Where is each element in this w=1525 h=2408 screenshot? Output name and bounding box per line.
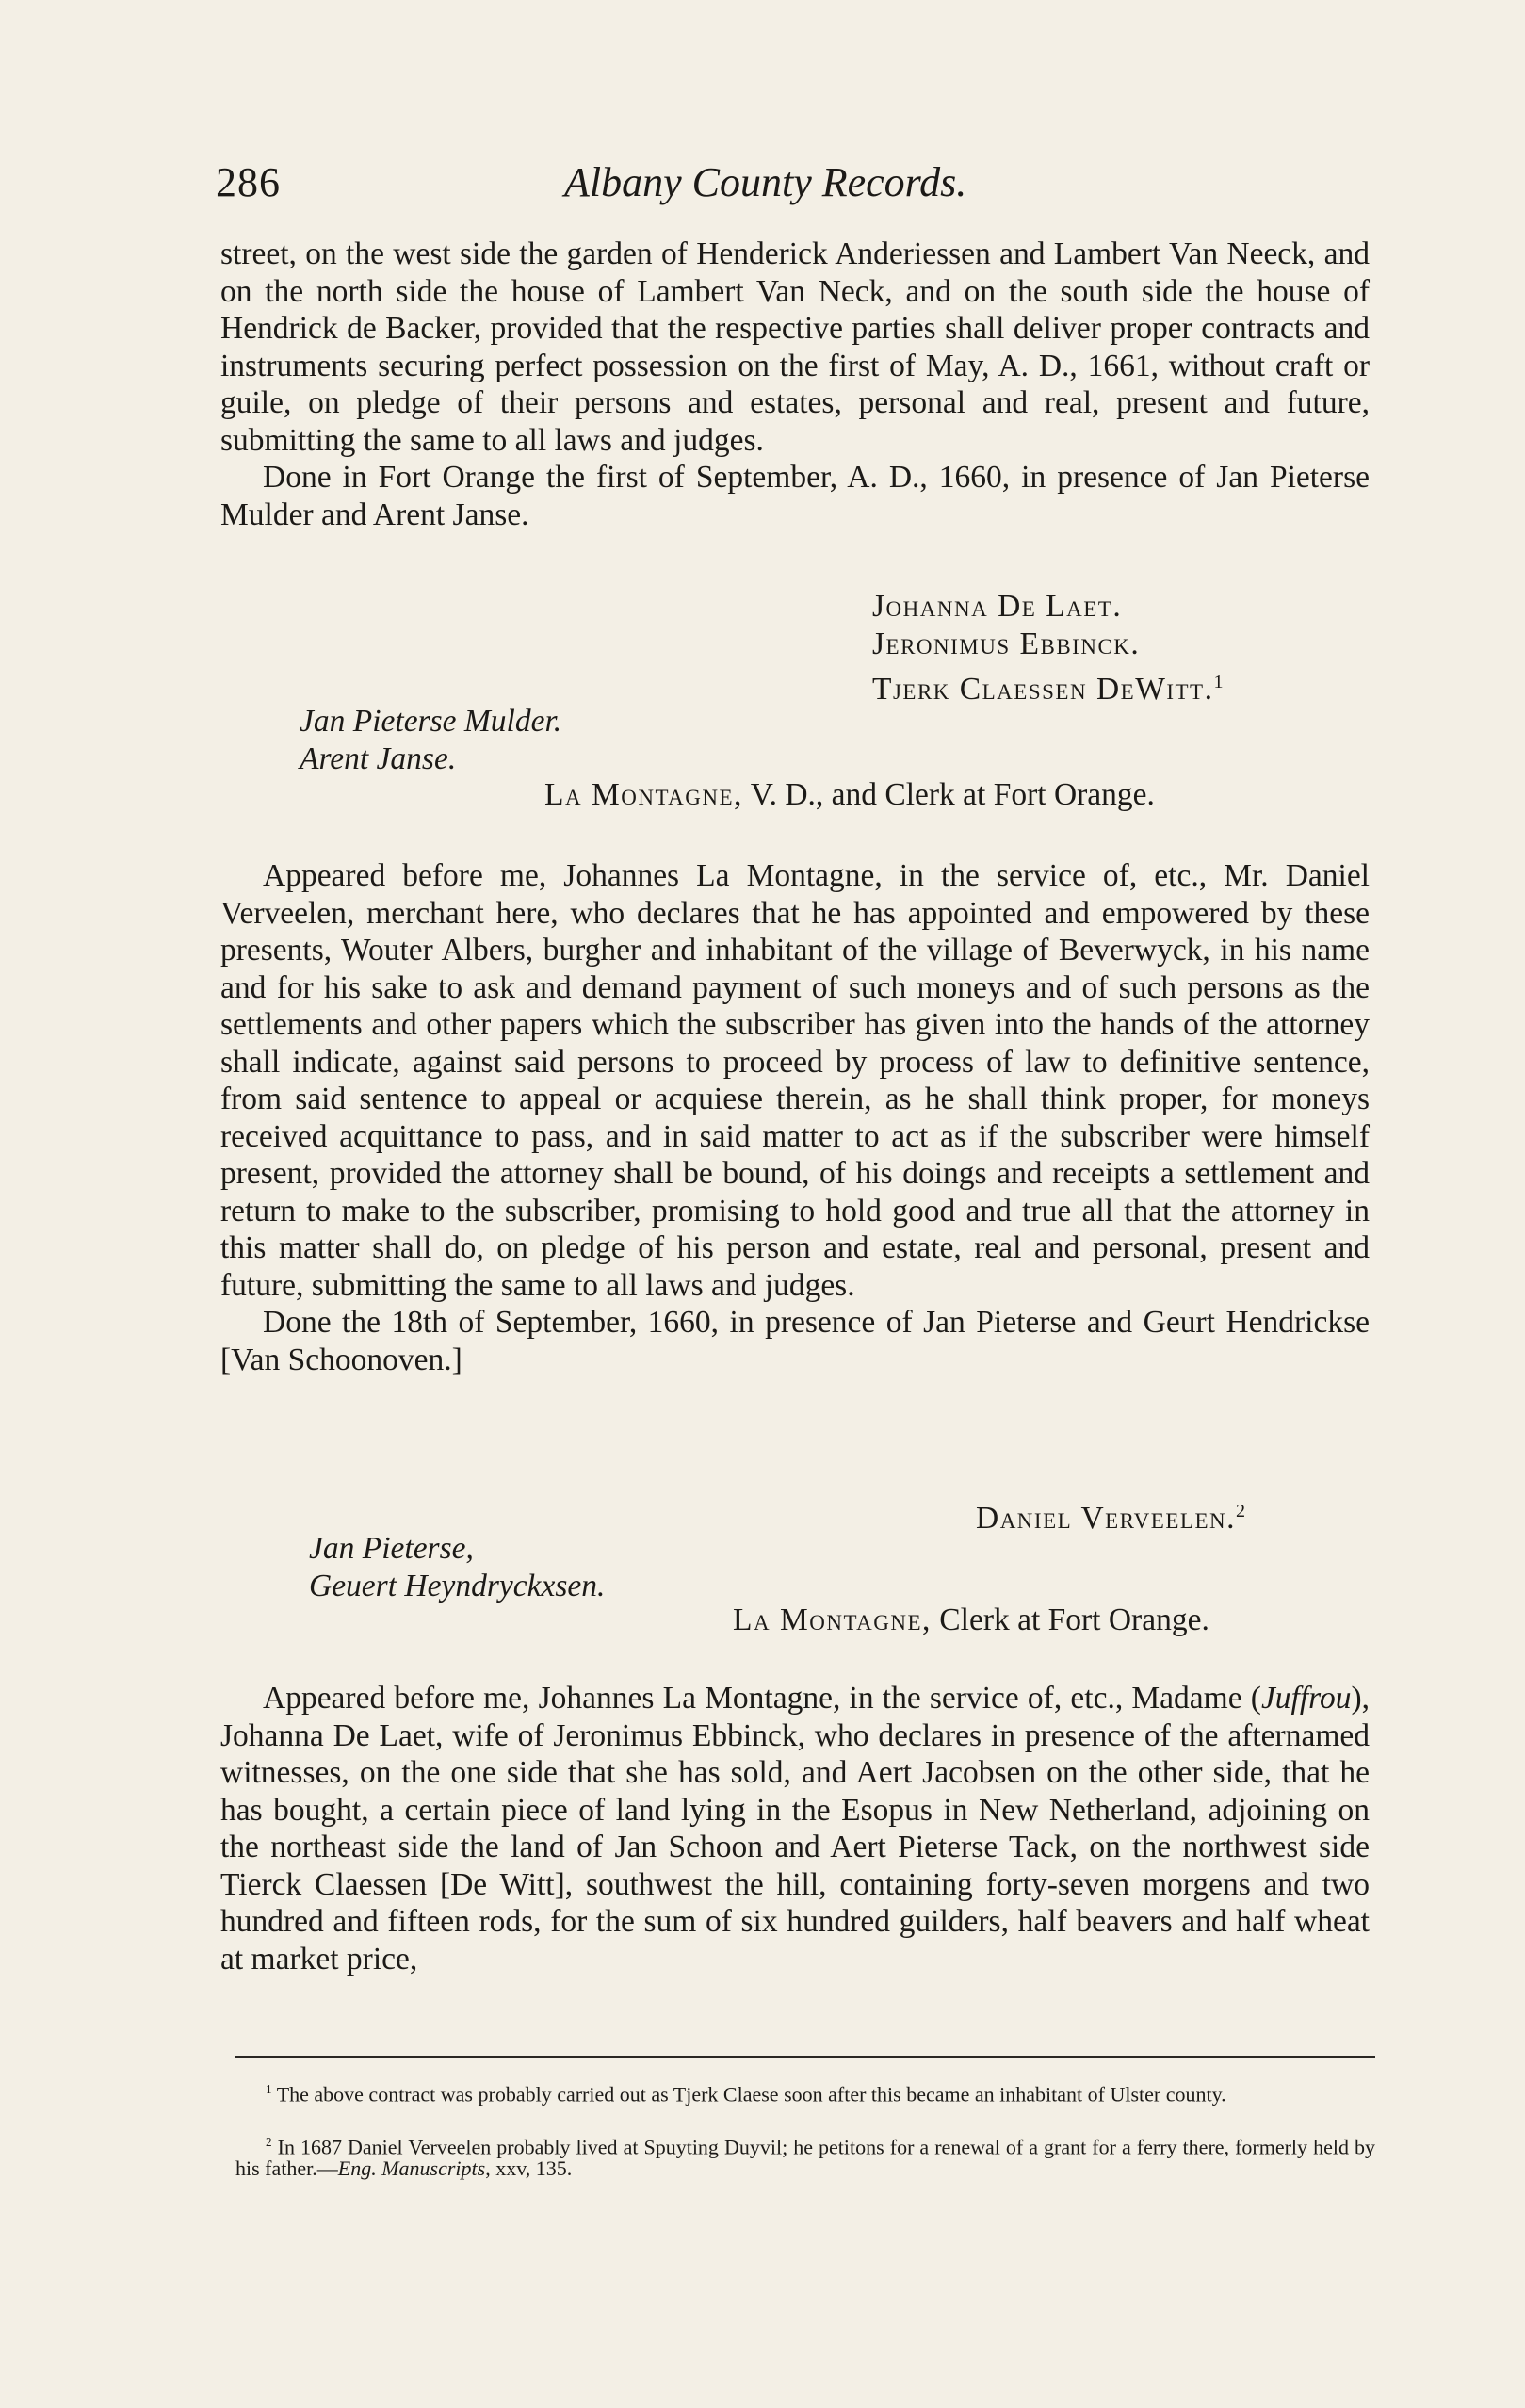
- attorney-paragraph: Appeared before me, Johannes La Montagne, in the service of, etc., Mr. Daniel Verveelen, merchant here, who declares that he has appointed and empowered by these presents, Wouter Albers, burgher and inhabitant of the village of Beverwyck, in his name and for his sake to ask and demand payment of such moneys and of such persons as the settlements and other papers which the subscriber has given into the hands of the attorney shall indicate, against said persons to proceed by process of law to definitive sentence, from said sentence to appeal or acquiese therein, as he shall think proper, for moneys received acquittance to pass, and in said matter to act as if the subscriber were himself present, provided the attorney shall be bound, of his doings and receipts a settlement and return to make to the subscriber, promising to hold good and true all that the attorney in this matter shall do, on pledge of his person and estate, real and personal, present and future, submitting the same to all laws and judges.: [220, 858, 1370, 1303]
- witness-geuert-heyndryckxsen: Geuert Heyndryckxsen.: [309, 1569, 606, 1603]
- land-sale-text-1: Appeared before me, Johannes La Montagne, in the service of, etc., Madame (: [263, 1681, 1261, 1716]
- land-sale-text-2: ), Johanna De Laet, wife of Jeronimus Ebbinck, who declares in presence of the afternamed witnesses, on the one side that she has sold, and Aert Jacobsen on the other side, that he has bought, a certain piece of land lying in the Esopus in New Netherland, adjoining on the northeast side the land of Jan Schoon and Aert Pieterse Tack, on the northwest side Tierck Claessen [De Witt], southwest the hill, containing forty-seven morgens and two hundred and fifteen rods, for the sum of six hundred guilders, half beavers and half wheat at market price,: [220, 1681, 1370, 1977]
- clerk-signature-1: [544, 776, 1155, 814]
- running-title: Albany County Records.: [564, 159, 967, 205]
- footnote-divider: [235, 2056, 1375, 2058]
- land-sale-paragraph: [220, 1680, 1370, 1977]
- witness-jan-pieterse: Jan Pieterse,: [309, 1531, 474, 1566]
- footnote-2-end: , xxv, 135.: [485, 2156, 573, 2181]
- deed-paragraph: street, on the west side the garden of Henderick Anderiessen and Lambert Van Neeck, and on the north side the house of Lambert Van Neck, and on the south side the house of Hendrick de Backer, provided that the respective parties shall deliver proper contracts and instruments securing perfect possession on the first of May, A. D., 1661, without craft or guile, on pledge of their persons and estates, personal and real, present and future, submitting the same to all laws and judges.: [220, 236, 1370, 458]
- clerk-title: V. D., and Clerk at Fort Orange.: [742, 777, 1155, 812]
- signature-jeronimus-ebbinck: Jeronimus Ebbinck.: [872, 626, 1141, 661]
- footnote-2-italic: Eng. Manuscripts: [337, 2156, 486, 2181]
- signature-johanna-de-laet: Johanna De Laet.: [872, 589, 1123, 624]
- witness-arent-janse: Arent Janse.: [300, 741, 457, 776]
- deed-done-paragraph: Done in Fort Orange the first of September, A. D., 1660, in presence of Jan Pieterse Mulder and Arent Janse.: [220, 460, 1370, 532]
- signature-daniel-verveelen-name: Daniel Verveelen.: [976, 1501, 1236, 1537]
- witness-jan-pieterse-mulder: Jan Pieterse Mulder.: [300, 704, 562, 739]
- clerk-signature-2: [733, 1602, 1209, 1639]
- signature-tjerk-claessen-name: Tjerk Claessen DeWitt.: [872, 672, 1214, 708]
- deed-continuation: [220, 236, 1370, 533]
- footnote-1-text: The above contract was probably carried out as Tjerk Claese soon after this became an inhabitant of Ulster county.: [271, 2082, 1226, 2107]
- footnote-1-mark: 1: [266, 2082, 272, 2096]
- land-sale: [220, 1680, 1370, 1977]
- clerk-name: La Montagne,: [544, 777, 743, 812]
- footnote-2-text: In 1687 Daniel Verveelen probably lived at Spuyting Duyvil; he petitons for a renewal of a grant for a ferry there, formerly held by his father.—: [235, 2135, 1375, 2181]
- running-head: [216, 158, 1374, 215]
- attorney-done-paragraph: Done the 18th of September, 1660, in presence of Jan Pieterse and Geurt Hendrickse [Van Schoonoven.]: [220, 1305, 1370, 1377]
- signature-tjerk-claessen: [872, 663, 1224, 708]
- clerk-name: La Montagne,: [733, 1603, 932, 1637]
- page-number: 286: [216, 159, 281, 205]
- signature-daniel-verveelen: [976, 1492, 1245, 1538]
- footnote-2-mark: 2: [266, 2135, 272, 2149]
- power-of-attorney: [220, 857, 1370, 1378]
- footnote-2: [235, 2131, 1375, 2179]
- footnote-1: [235, 2078, 1375, 2105]
- footnote-ref-1: 1: [1213, 672, 1224, 692]
- land-sale-italic: Juffrou: [1260, 1681, 1352, 1716]
- clerk-title: Clerk at Fort Orange.: [931, 1603, 1209, 1637]
- footnote-ref-2: 2: [1235, 1501, 1246, 1521]
